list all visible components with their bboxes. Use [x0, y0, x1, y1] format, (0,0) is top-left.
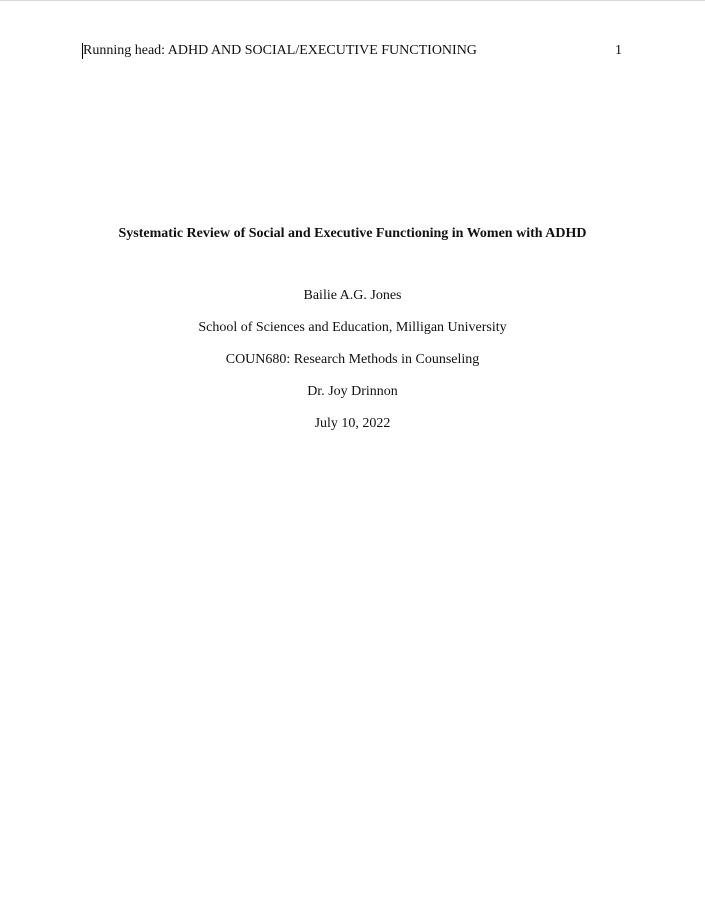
submission-date[interactable]: July 10, 2022: [314, 416, 391, 431]
instructor-name[interactable]: Dr. Joy Drinnon: [307, 384, 398, 399]
author-name[interactable]: Bailie A.G. Jones: [303, 288, 402, 303]
page-header[interactable]: [82, 42, 624, 62]
running-head[interactable]: Running head: ADHD AND SOCIAL/EXECUTIVE FUNCTIONING: [83, 43, 477, 58]
course-name[interactable]: COUN680: Research Methods in Counseling: [225, 352, 480, 367]
paper-title[interactable]: Systematic Review of Social and Executive Functioning in Women with ADHD: [118, 226, 587, 241]
author-info: [0, 287, 705, 447]
page-number[interactable]: 1: [615, 43, 622, 58]
affiliation[interactable]: School of Sciences and Education, Milligan University: [198, 320, 507, 335]
title-block: [0, 225, 705, 243]
